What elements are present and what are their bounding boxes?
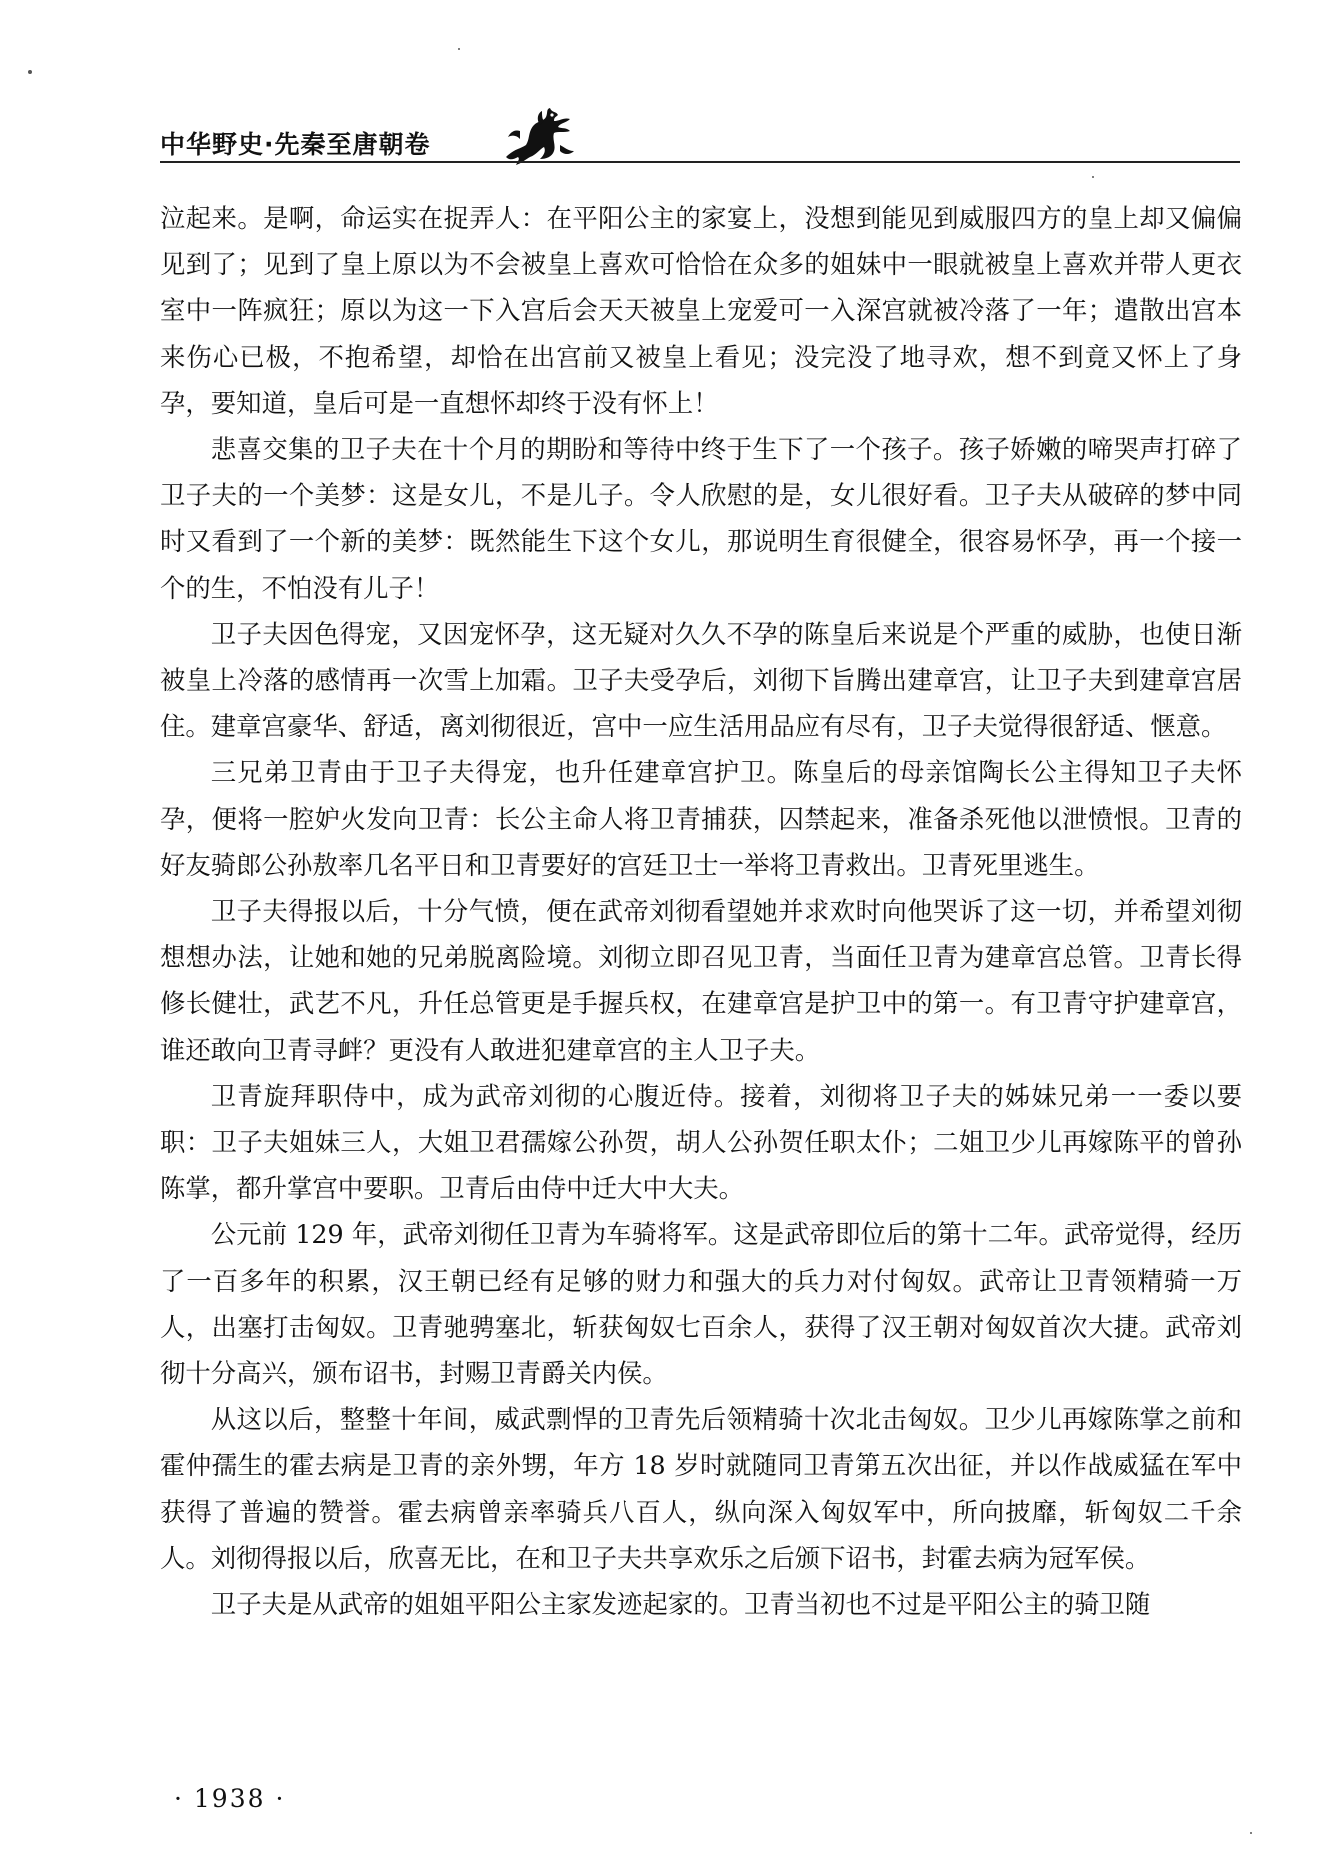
page-number: · 1938 ·: [174, 1784, 286, 1813]
book-title: 中华野史·先秦至唐朝卷: [160, 130, 431, 159]
paragraph: 从这以后，整整十年间，威武剽悍的卫青先后领精骑十次北击匈奴。卫少儿再嫁陈掌之前和霍仲孺生的霍去病是卫青的亲外甥，年方 18 岁时就随同卫青第五次出征，并以作战威猛在军中获得了普遍的赞誉。霍去病曾亲率骑兵八百人，纵向深入匈奴军中，所向披靡，斩匈奴二千余人。刘彻得报以后，欣喜无比，在和卫子夫共享欢乐之后颁下诏书，封霍去病为冠军侯。: [160, 1404, 1242, 1573]
dragon-icon: [500, 105, 578, 169]
paragraph: 卫子夫因色得宠，又因宠怀孕，这无疑对久久不孕的陈皇后来说是个严重的威胁，也使日渐被皇上冷落的感情再一次雪上加霜。卫子夫受孕后，刘彻下旨腾出建章宫，让卫子夫到建章宫居住。建章宫豪华、舒适，离刘彻很近，宫中一应生活用品应有尽有，卫子夫觉得很舒适、惬意。: [160, 618, 1242, 742]
paragraph: 卫青旋拜职侍中，成为武帝刘彻的心腹近侍。接着，刘彻将卫子夫的姊妹兄弟一一委以要职：卫子夫姐妹三人，大姐卫君孺嫁公孙贺，胡人公孙贺任职太仆；二姐卫少儿再嫁陈平的曾孙陈掌，都升掌宫中要职。卫青后由侍中迁大中大夫。: [160, 1080, 1242, 1204]
scan-speck: [1092, 176, 1094, 178]
scan-speck: [458, 48, 460, 50]
running-header: [160, 105, 1240, 165]
paragraph: 悲喜交集的卫子夫在十个月的期盼和等待中终于生下了一个孩子。孩子娇嫩的啼哭声打碎了卫子夫的一个美梦：这是女儿，不是儿子。令人欣慰的是，女儿很好看。卫子夫从破碎的梦中同时又看到了一个新的美梦：既然能生下这个女儿，那说明生育很健全，很容易怀孕，再一个接一个的生，不怕没有儿子！: [160, 434, 1242, 603]
paragraph: 公元前 129 年，武帝刘彻任卫青为车骑将军。这是武帝即位后的第十二年。武帝觉得，经历了一百多年的积累，汉王朝已经有足够的财力和强大的兵力对付匈奴。武帝让卫青领精骑一万人，出塞打击匈奴。卫青驰骋塞北，斩获匈奴七百余人，获得了汉王朝对匈奴首次大捷。武帝刘彻十分高兴，颁布诏书，封赐卫青爵关内侯。: [160, 1219, 1242, 1389]
header-rule: [160, 161, 1240, 163]
page-body: [160, 195, 1242, 1627]
paragraph: 卫子夫得报以后，十分气愤，便在武帝刘彻看望她并求欢时向他哭诉了这一切，并希望刘彻想想办法，让她和她的兄弟脱离险境。刘彻立即召见卫青，当面任卫青为建章宫总管。卫青长得修长健壮，武艺不凡，升任总管更是手握兵权，在建章宫是护卫中的第一。有卫青守护建章宫，谁还敢向卫青寻衅？更没有人敢进犯建章宫的主人卫子夫。: [160, 896, 1242, 1065]
paragraph: 三兄弟卫青由于卫子夫得宠，也升任建章宫护卫。陈皇后的母亲馆陶长公主得知卫子夫怀孕，便将一腔妒火发向卫青：长公主命人将卫青捕获，囚禁起来，准备杀死他以泄愤恨。卫青的好友骑郎公孙敖率几名平日和卫青要好的宫廷卫士一举将卫青救出。卫青死里逃生。: [160, 757, 1242, 880]
scan-speck: [1250, 1832, 1252, 1834]
paragraph: 卫子夫是从武帝的姐姐平阳公主家发迹起家的。卫青当初也不过是平阳公主的骑卫随: [210, 1589, 1151, 1620]
paragraph: 泣起来。是啊，命运实在捉弄人：在平阳公主的家宴上，没想到能见到威服四方的皇上却又偏偏见到了；见到了皇上原以为不会被皇上喜欢可恰恰在众多的姐妹中一眼就被皇上喜欢并带人更衣室中一阵疯狂；原以为这一下入宫后会天天被皇上宠爱可一入深宫就被冷落了一年；遣散出宫本来伤心已极，不抱希望，却恰在出宫前又被皇上看见；没完没了地寻欢，想不到竟又怀上了身孕，要知道，皇后可是一直想怀却终于没有怀上！: [160, 203, 1242, 418]
scan-speck: [28, 70, 32, 74]
